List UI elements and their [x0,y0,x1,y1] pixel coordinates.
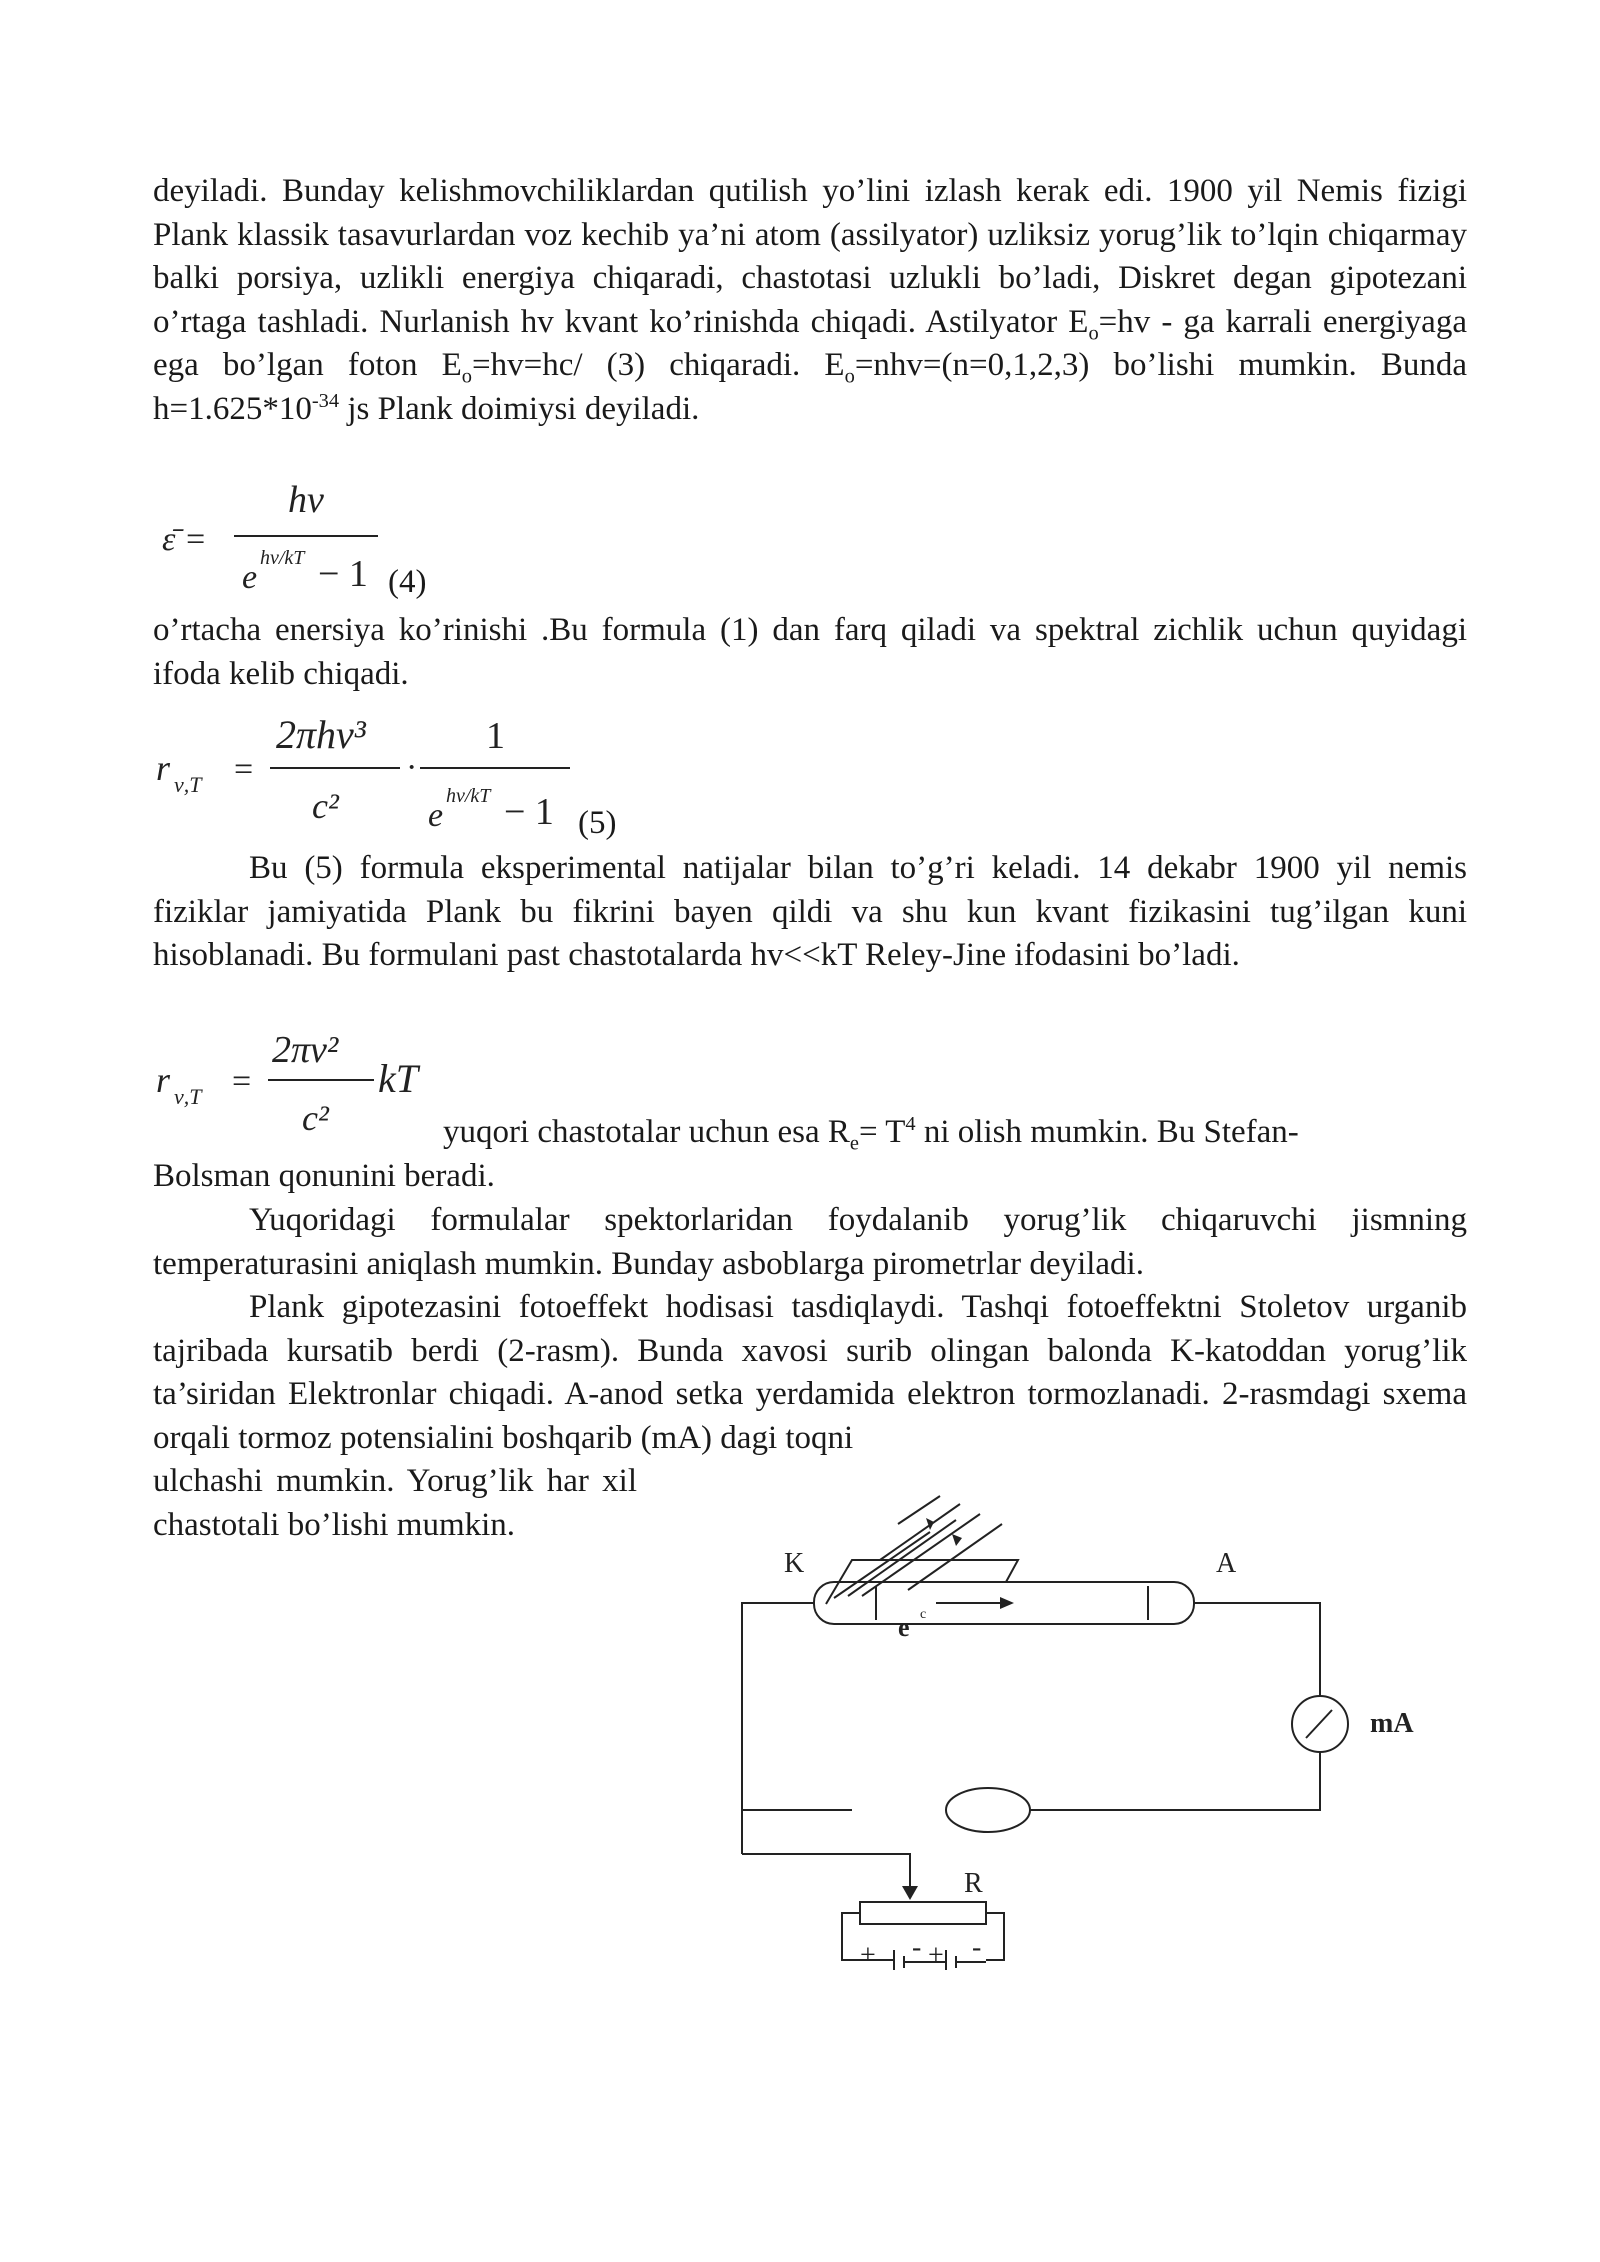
ray-arrowhead [952,1534,962,1546]
text-run: Yuqoridagi formulalar spektorlaridan foydalanib yorug’lik chiqaruvchi jismning temperaturasini aniqlash mumkin. Bunday asboblarga pirometrlar deyiladi. [153,1202,1467,1282]
text-run: ni olish mumkin. Bu Stefan- [915,1114,1299,1150]
eq5-equals: = [234,751,254,788]
equation-5-number: (5) [578,805,617,841]
paragraph-stefan-line2: Bolsman qonunini beradi. [153,1158,495,1194]
paragraph-planck-hypothesis [153,170,1467,431]
electron-arrowhead [1000,1597,1014,1609]
wire [1030,1752,1320,1810]
text-run: =nhv=(n=0,1,2,3) bo’lishi mumkin. Bunda h=1.625*10 [153,347,1467,427]
light-ray [862,1514,980,1596]
eq6-equals: = [232,1063,252,1100]
eq5-den2-exp: hν/kT [446,785,491,807]
light-ray [848,1520,956,1596]
eq4-den-base: e [242,559,258,596]
light-ray [908,1524,1002,1590]
eq5-lhs-sub: ν,T [174,772,202,797]
paragraph-light-frequency [153,1460,637,1547]
paragraph-experimental-agreement [153,847,1467,978]
paragraph-stefan-line1 [443,1111,1467,1155]
subscript: o [461,365,473,388]
paragraph-average-energy [153,609,1467,696]
text-run: yuqori chastotalar uchun esa R [443,1114,850,1150]
stoletov-circuit-diagram [730,1468,1470,2008]
lamp-bulb [946,1788,1030,1832]
eq5-num2: 1 [486,715,505,757]
text-run: Bu (5) formula eksperimental natijalar bilan to’g’ri keladi. 14 dekabr 1900 yil nemis fiziklar jamiyatida Plank bu fikrini bayen qildi va shu kun kvant fizikasini tug’ilgan kuni hisoblanadi. Bu formulani past chastotalarda hv<<kT Reley-Jine ifodasini bo’ladi. [153,850,1467,973]
eq4-numerator: hν [288,479,324,521]
text-run: Plank gipotezasini fotoeffekt hodisasi tasdiqlaydi. Tashqi fotoeffektni Stoletov urganib tajribada kursatib berdi (2-rasm). Bunda xavosi surib olingan balonda K-katoddan yorug’lik ta’siridan Elektronlar chiqadi. A-anod setka yerdamida elektron tormozlanadi. 2-rasmdagi sxema orqali tormoz potensialini boshqarib (mA) dagi toqni [153,1289,1467,1456]
label-electron-c: c [920,1607,927,1622]
paragraph-photoeffect [153,1286,1467,1460]
superscript: 4 [905,1113,916,1135]
text-run: o’rtacha enersiya ko’rinishi .Bu formula (1) dan farq qiladi va spektral zichlik uchun quyidagi ifoda kelib chiqadi. [153,612,1467,692]
battery-sign-plus: + [860,1940,876,1971]
rheostat-resistor [860,1902,986,1924]
subscript: o [1088,322,1099,345]
light-ray [898,1496,940,1524]
label-milliammeter: mA [1370,1708,1414,1739]
text-run: = T [858,1114,906,1150]
eq5-den2-rest: − 1 [504,791,554,833]
eq6-tail: kT [378,1056,418,1101]
wire [986,1913,1004,1960]
battery-sign-minus: - [972,1932,982,1963]
rheostat-slider-arrow [902,1886,918,1900]
paragraph-pyrometers [153,1199,1467,1286]
wire [742,1603,852,1810]
text-run: js Plank doimiysi deyiladi. [339,390,700,427]
eq5-lhs: r [156,748,171,788]
eq5-den1: c² [312,786,339,826]
battery-sign-plus: + [928,1940,944,1971]
eq5-num1: 2πhν³ [276,712,366,757]
wire [742,1854,910,1886]
light-ray [880,1504,960,1560]
eq4-den-rest: − 1 [318,553,368,595]
text-run: ulchashi mumkin. Yorug’lik har xil chastotali bo’lishi mumkin. [153,1463,637,1543]
eq5-den2-base: e [428,797,444,834]
superscript: -34 [311,389,340,412]
eq6-denominator: c² [302,1098,329,1138]
wire [842,1913,860,1960]
eq6-lhs: r [156,1060,171,1100]
label-cathode: K [784,1548,805,1579]
eq6-numerator: 2πν² [272,1029,339,1071]
subscript: o [844,365,855,388]
equation-5 [152,700,582,840]
text-run: deyiladi. Bunday kelishmovchiliklardan qutilish yo’lini izlash kerak edi. 1900 yil Nemis fizigi Plank klassik tasavurlardan voz kechib ya’ni atom (assilyator) uzliksiz yorug’lik to’lqin chiqarmay balki porsiya, uzlikli energiya chiqaradi, chastotasi uzlukli bo’ladi, Diskret degan gipotezani o’rtaga tashladi. Nurlanish hv kvant ko’rinishda chiqadi. Astilyator E [153,173,1467,340]
ray-arrowhead [926,1518,934,1530]
text-run: =hv - ga karrali energiyaga ega bo’lgan foton E [153,303,1467,383]
equation-4-number: (4) [388,564,427,600]
text-run: =hv=hc/ (3) chiqaradi. E [472,347,845,383]
label-electron: e [898,1613,910,1642]
wire [1194,1603,1320,1696]
eq5-dot: · [406,749,418,786]
label-resistor: R [964,1868,983,1899]
eq4-den-exp: hν/kT [260,547,305,569]
label-anode: A [1216,1548,1237,1579]
battery-sign-minus: - [912,1932,922,1963]
subscript: e [849,1132,859,1155]
eq6-lhs-sub: ν,T [174,1084,202,1109]
eq4-lhs: ε̄ = [162,521,207,558]
equation-rayleigh-jeans [152,1022,452,1142]
